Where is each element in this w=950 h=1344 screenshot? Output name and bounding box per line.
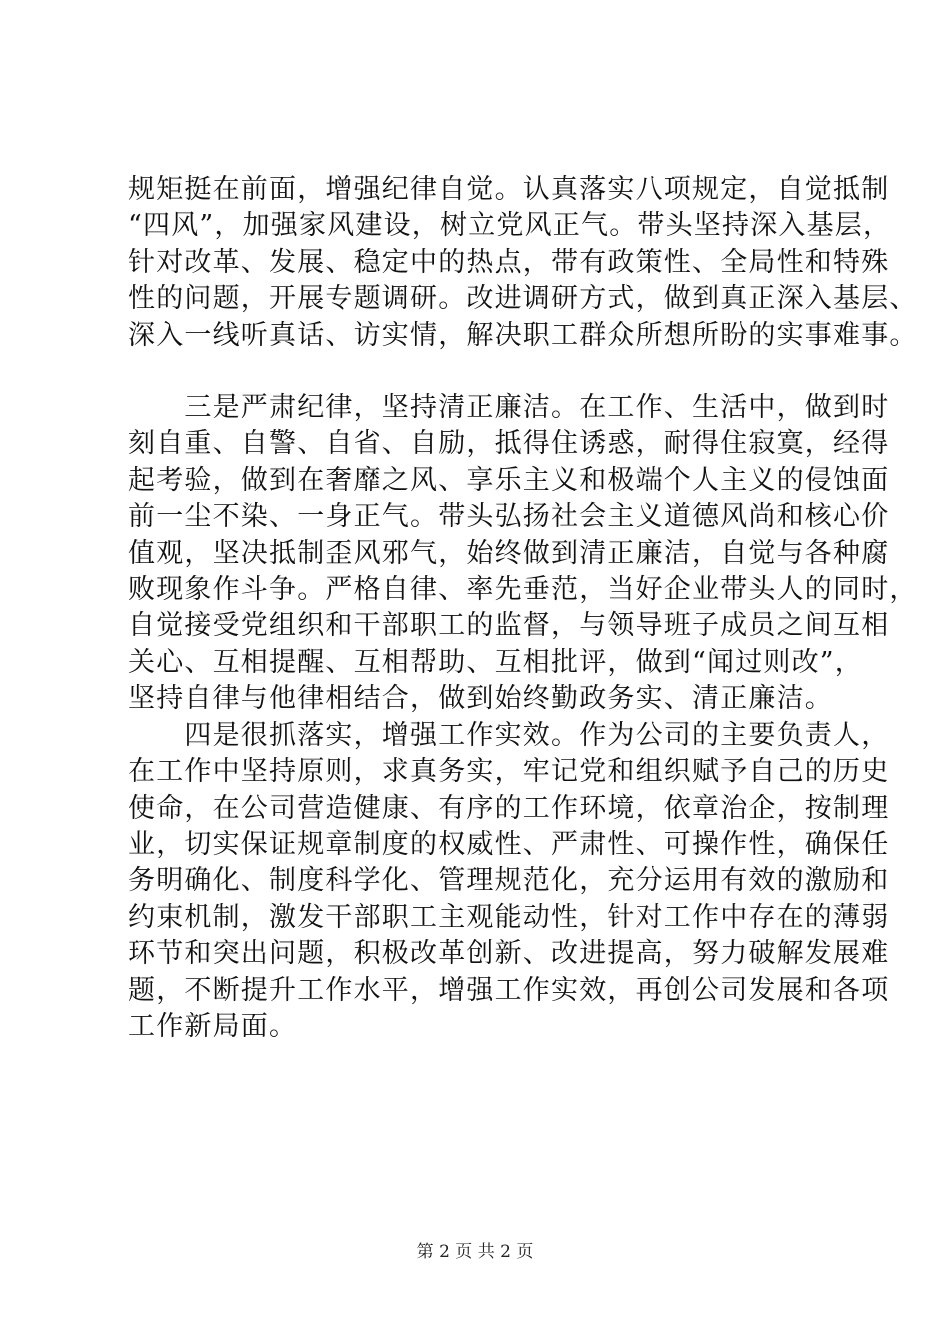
paragraph-spacer: [128, 354, 858, 390]
text-line: 规矩挺在前面，增强纪律自觉。认真落实八项规定，自觉抵制: [128, 174, 890, 205]
text-line: 四是很抓落实，增强工作实效。作为公司的主要负责人，: [128, 719, 890, 751]
text-line: 在工作中坚持原则，求真务实，牢记党和组织赋予自己的历史: [128, 756, 890, 788]
text-line: 三是严肃纪律，坚持清正廉洁。在工作、生活中，做到时: [128, 392, 890, 424]
text-line: 务明确化、制度科学化、管理规范化，充分运用有效的激励和: [128, 865, 890, 897]
text-line: 坚持自律与他律相结合，做到始终勤政务实、清正廉洁。: [128, 683, 833, 715]
text-line: 刻自重、自警、自省、自励，抵得住诱惑，耐得住寂寞，经得: [128, 428, 890, 460]
text-line: 起考验，做到在奢靡之风、享乐主义和极端个人主义的侵蚀面: [128, 464, 890, 496]
text-line: 工作新局面。: [128, 1010, 298, 1042]
text-line: 环节和突出问题，积极改革创新、改进提高，努力破解发展难: [128, 938, 890, 970]
page-number-footer: 第 2 页 共 2 页: [416, 1242, 534, 1262]
text-line: 深入一线听真话、访实情，解决职工群众所想所盼的实事难事。: [128, 319, 918, 351]
text-line: 关心、互相提醒、互相帮助、互相批评，做到“闻过则改”，: [128, 646, 864, 678]
text-line: 业，切实保证规章制度的权威性、严肃性、可操作性，确保任: [128, 828, 890, 860]
text-line: 针对改革、发展、稳定中的热点，带有政策性、全局性和特殊: [128, 246, 890, 278]
text-line: 使命，在公司营造健康、有序的工作环境，依章治企，按制理: [128, 792, 890, 824]
text-line: 约束机制，激发干部职工主观能动性，针对工作中存在的薄弱: [128, 901, 890, 933]
document-body: [128, 172, 918, 1045]
text-line: 自觉接受党组织和干部职工的监督，与领导班子成员之间互相: [128, 610, 890, 642]
text-line: “四风”，加强家风建设，树立党风正气。带头坚持深入基层，: [128, 210, 892, 242]
text-line: 值观，坚决抵制歪风邪气，始终做到清正廉洁，自觉与各种腐: [128, 537, 890, 569]
text-line: 前一尘不染、一身正气。带头弘扬社会主义道德风尚和核心价: [128, 501, 890, 533]
text-line: 题，不断提升工作水平，增强工作实效，再创公司发展和各项: [128, 974, 890, 1006]
text-line: 性的问题，开展专题调研。改进调研方式，做到真正深入基层、: [128, 283, 918, 315]
text-line: 败现象作斗争。严格自律、率先垂范，当好企业带头人的同时，: [128, 574, 918, 606]
